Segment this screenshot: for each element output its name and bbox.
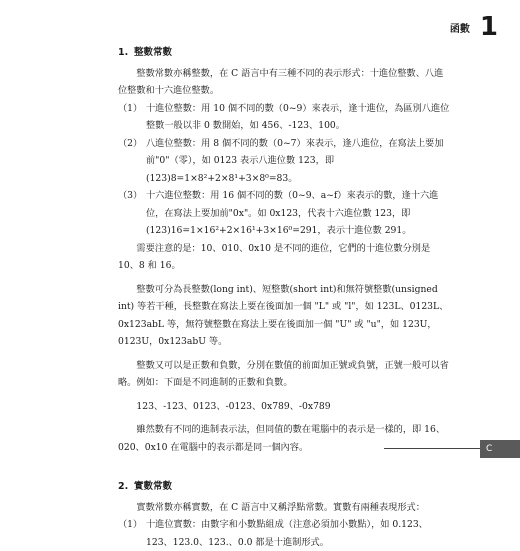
page-header bbox=[450, 14, 498, 40]
list-item-text: 八進位整數：用 8 個不同的數（0~7）來表示，逢八進位，在寫法上要加前"0"（零），如 0123 表示八進位數 123，即(123)8=1×8²+2×8¹+3×8⁰=83。 bbox=[146, 137, 444, 184]
page-body bbox=[118, 44, 452, 551]
list-item-label: （1） bbox=[118, 519, 143, 530]
list-item bbox=[118, 135, 452, 188]
section-title: 實數常數 bbox=[134, 481, 173, 492]
list-item-label: （2） bbox=[118, 137, 143, 149]
chapter-number: 1 bbox=[479, 12, 498, 42]
list-item-label: （3） bbox=[118, 190, 143, 201]
list-item bbox=[118, 516, 452, 551]
memory-paragraph: 雖然數有不同的進制表示法，但同值的數在電腦中的表示是一樣的，即 16、020、0x10 在電腦中的表示都是同一個內容。 bbox=[118, 424, 446, 453]
section-number: 2. bbox=[118, 481, 129, 492]
section-number: 1. bbox=[118, 47, 129, 58]
note-paragraph: 需要注意的是：10、010、0x10 是不同的進位，它們的十進位數分別是 10、8 和 16。 bbox=[118, 242, 431, 271]
section-intro: 實數常數亦稱實數，在 C 語言中又稱浮點常數。實數有兩種表現形式： bbox=[136, 501, 425, 513]
sign-paragraph: 整數又可以是正數和負數，分別在數值的前面加正號或負號，正號一般可以省略。例如：下面是不同進制的正數和負數。 bbox=[118, 359, 449, 388]
section-intro: 整數常數亦稱整數，在 C 語言中有三種不同的表示形式：十進位整數、八進位整數和十六進位整數。 bbox=[118, 67, 444, 96]
section-title: 整數常數 bbox=[134, 47, 173, 58]
footer-rule bbox=[384, 448, 480, 449]
list-item-text: 十六進位整數：用 16 個不同的數（0~9、a~f）來表示的數，逢十六進位，在寫法上要加前"0x"。如 0x123，代表十六進位數 123，即(123)16=1×16²+2×16¹+3×16⁰=291，表示十進位數 291。 bbox=[146, 190, 439, 236]
chapter-title: 函數 bbox=[449, 23, 470, 35]
list-item bbox=[118, 100, 452, 135]
list-item-label: （1） bbox=[118, 102, 143, 114]
footer-tab: C bbox=[480, 440, 520, 458]
list-item-text: 十進位整數：用 10 個不同的數（0~9）來表示，逢十進位，為區別八進位整數一般以非 0 數開始，如 456、-123、100。 bbox=[146, 102, 450, 131]
example-values: 123、-123、0123、-0123、0x789、-0x789 bbox=[136, 400, 331, 412]
section-heading-real-constants bbox=[118, 478, 452, 496]
page-footer bbox=[384, 440, 520, 458]
list-item bbox=[118, 187, 452, 240]
list-item-text: 十進位實數：由數字和小數點組成（注意必須加小數點），如 0.123、123、123.0、123.、0.0 都是十進制形式。 bbox=[146, 519, 428, 548]
section-heading-integer-constants bbox=[118, 44, 452, 62]
long-int-paragraph: 整數可分為長整數(long int)、短整數(short int)和無符號整數(unsigned int) 等若干種，長整數在寫法上要在後面加一個 "L" 或 "l"，如 123L、0123L、0x123abL 等，無符號整數在寫法上要在後面加一個 "U" 或 "u"，如 123U，0123U，0x123abU 等。 bbox=[118, 283, 449, 347]
